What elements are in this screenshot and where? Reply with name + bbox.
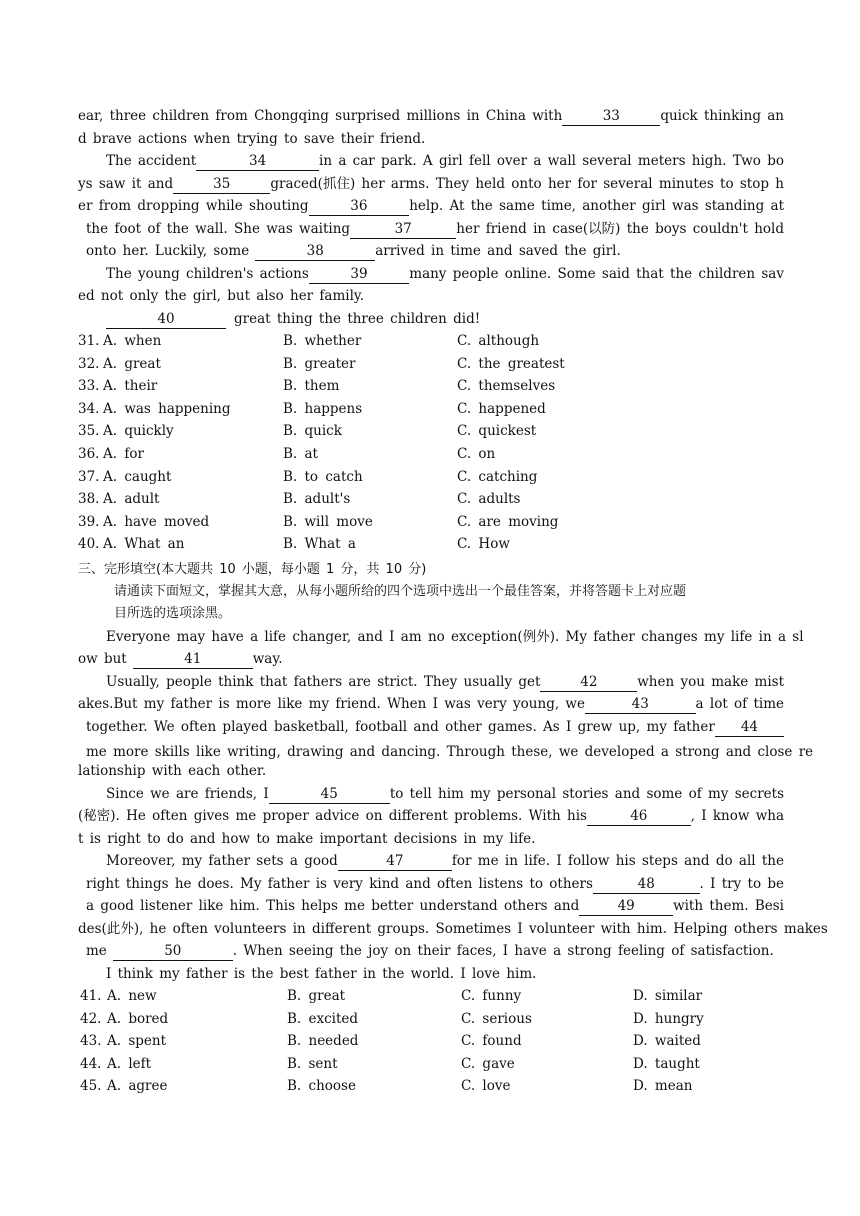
text: quick thinking an — [660, 108, 784, 124]
answer-option: A. quickly — [103, 423, 174, 440]
text: with them. Besi — [673, 898, 784, 914]
instruction-text: 目所选的选项涂黑。 — [114, 606, 232, 621]
answer-option: B. happens — [283, 400, 363, 417]
passage-line — [106, 308, 812, 330]
question-number: 41. — [80, 988, 102, 1004]
instruction-line — [114, 581, 820, 603]
passage-line — [78, 195, 784, 217]
passage-line — [86, 940, 792, 962]
answer-option: B. adult's — [283, 491, 351, 508]
instruction-text: 请通读下面短文，掌握其大意，从每小题所给的四个选项中选出一个最佳答案，并将答题卡上对应题 — [114, 584, 687, 599]
answer-option: B. sent — [287, 1055, 338, 1072]
answer-blank: 37 — [350, 221, 456, 239]
text: her friend in case(以防) the boys couldn't hold — [456, 221, 784, 237]
answer-blank: 36 — [309, 198, 410, 216]
text: help. At the same time, another girl was standing at — [409, 198, 784, 214]
answer-option: B. them — [283, 378, 340, 395]
question-number: 37. — [78, 468, 100, 485]
question-number: 35. — [78, 423, 100, 440]
answer-blank: 48 — [593, 876, 700, 894]
passage-line — [86, 218, 784, 240]
passage-line — [106, 963, 812, 985]
passage-line — [86, 873, 784, 895]
answer-blank: 39 — [309, 266, 410, 284]
answer-blank: 34 — [196, 153, 319, 171]
passage-line — [86, 716, 784, 738]
passage-line — [78, 918, 828, 940]
answer-blank: 35 — [173, 176, 270, 194]
answer-option: B. to catch — [283, 468, 363, 485]
text: ys saw it and — [78, 176, 174, 192]
question-number: 34. — [78, 400, 100, 417]
answer-blank: 40 — [106, 311, 226, 329]
answer-option: D. hungry — [633, 1010, 704, 1027]
answer-option: A. adult — [103, 491, 160, 508]
answer-option: C. quickest — [457, 423, 537, 440]
answer-blank: 46 — [587, 808, 691, 826]
passage-line — [106, 850, 784, 872]
answer-option: B. great — [287, 988, 346, 1004]
passage-line — [106, 263, 784, 285]
text: er from dropping while shouting — [78, 198, 309, 214]
text: right things he does. My father is very kind and often listens to others — [86, 876, 593, 892]
passage-line — [78, 648, 784, 670]
text: arrived in time and saved the girl. — [375, 243, 621, 259]
passage-line — [106, 626, 804, 648]
question-number: 39. — [78, 513, 100, 530]
answer-option: A. was happening — [103, 400, 231, 417]
answer-option: B. at — [283, 446, 318, 462]
answer-option: A. What an — [103, 536, 185, 553]
answer-blank: 33 — [562, 108, 660, 126]
text: . When seeing the joy on their faces, I have a strong feeling of satisfaction. — [232, 943, 774, 959]
question-number: 32. — [78, 355, 100, 372]
answer-option: D. similar — [633, 988, 703, 1004]
text: Everyone may have a life changer, and I am no exception(例外). My father changes my life in a sl — [106, 629, 804, 645]
answer-option: D. waited — [633, 1033, 701, 1050]
text: for me in life. I follow his steps and do all the — [451, 853, 784, 869]
answer-option: A. for — [103, 446, 144, 462]
text: great thing the three children did! — [234, 311, 481, 327]
answer-blank: 50 — [113, 943, 233, 961]
text: a good listener like him. This helps me better understand others and — [86, 898, 580, 914]
text: in a car park. A girl fell over a wall several meters high. Two bo — [319, 153, 784, 169]
text: together. We often played basketball, football and other games. As I grew up, my father — [86, 719, 715, 735]
answer-option: C. gave — [461, 1055, 515, 1072]
answer-blank: 47 — [338, 853, 452, 871]
answer-blank: 43 — [585, 696, 696, 714]
answer-option: C. serious — [461, 1010, 532, 1027]
answer-option: C. happened — [457, 400, 546, 417]
question-number: 44. — [80, 1055, 102, 1072]
text: (秘密). He often gives me proper advice on different problems. With his — [78, 808, 587, 824]
question-number: 33. — [78, 378, 100, 395]
answer-option: B. What a — [283, 536, 356, 553]
answer-blank: 44 — [715, 719, 784, 737]
answer-option: A. bored — [107, 1010, 169, 1027]
answer-option: A. their — [103, 378, 158, 395]
text: , I know wha — [690, 808, 784, 824]
answer-option: C. although — [457, 333, 540, 349]
question-number: 36. — [78, 446, 100, 462]
passage-line — [106, 671, 784, 693]
answer-option: A. spent — [107, 1033, 167, 1050]
passage-line — [86, 240, 792, 262]
text: the foot of the wall. She was waiting — [86, 221, 351, 237]
answer-option: B. excited — [287, 1010, 359, 1027]
answer-option: A. new — [107, 988, 157, 1004]
text: a lot of time — [695, 696, 784, 712]
section-title: 三、完形填空(本大题共 10 小题，每小题 1 分，共 10 分) — [78, 562, 427, 577]
answer-option: C. are moving — [457, 513, 559, 530]
answer-option: B. choose — [287, 1078, 356, 1095]
answer-option: A. left — [107, 1055, 152, 1072]
answer-option: B. will move — [283, 513, 373, 530]
question-number: 45. — [80, 1078, 102, 1095]
passage-line — [86, 895, 784, 917]
text: onto her. Luckily, some — [86, 243, 250, 259]
passage-line — [78, 105, 784, 127]
answer-blank: 41 — [133, 651, 253, 669]
question-number: 40. — [78, 536, 100, 553]
answer-option: C. adults — [457, 491, 521, 508]
answer-option: C. catching — [457, 468, 538, 485]
answer-blank: 45 — [269, 786, 390, 804]
answer-option: A. have moved — [103, 513, 210, 530]
passage-line — [78, 738, 814, 760]
text: to tell him my personal stories and some of my secrets — [389, 786, 784, 802]
passage-line — [78, 805, 784, 827]
text: des(此外), he often volunteers in different groups. Sometimes I volunteer with him. Helping others makes — [78, 921, 828, 937]
answer-blank: 49 — [579, 898, 673, 916]
answer-option: A. great — [103, 355, 161, 372]
text: . I try to be — [699, 876, 784, 892]
text: Usually, people think that fathers are strict. They usually get — [106, 674, 541, 690]
answer-option: C. How — [457, 536, 510, 553]
text: lationship with each other. — [78, 763, 267, 779]
passage-line — [78, 128, 784, 150]
answer-option: B. quick — [283, 423, 342, 440]
text: t is right to do and how to make important decisions in my life. — [78, 831, 536, 847]
answer-option: B. whether — [283, 333, 362, 349]
text: when you make mist — [637, 674, 784, 690]
passage-line — [78, 760, 784, 782]
instruction-line — [114, 603, 820, 625]
text: d brave actions when trying to save their friend. — [78, 131, 426, 147]
text: me more skills like writing, drawing and dancing. Through these, we developed a strong and close re — [86, 744, 814, 760]
question-number: 38. — [78, 491, 100, 508]
answer-option: B. greater — [283, 355, 356, 372]
question-number: 31. — [78, 333, 100, 349]
text: graced(抓住) her arms. They held onto her for several minutes to stop h — [270, 176, 784, 192]
passage-line — [78, 693, 784, 715]
answer-option: A. when — [103, 333, 162, 349]
text: Moreover, my father sets a good — [106, 853, 338, 869]
answer-option: A. caught — [103, 468, 172, 485]
text: me — [86, 943, 107, 959]
answer-option: C. on — [457, 446, 496, 462]
text: The young children's actions — [106, 266, 309, 282]
answer-option: C. funny — [461, 988, 522, 1004]
text: Since we are friends, I — [106, 786, 269, 802]
text: ed not only the girl, but also her family. — [78, 288, 365, 304]
passage-line — [78, 828, 784, 850]
question-number: 42. — [80, 1010, 102, 1027]
answer-option: C. the greatest — [457, 355, 565, 372]
text: akes.But my father is more like my friend. When I was very young, we — [78, 696, 585, 712]
passage-line — [106, 783, 784, 805]
passage-line — [78, 285, 784, 307]
text: way. — [252, 651, 283, 667]
answer-option: C. themselves — [457, 378, 556, 395]
answer-option: B. needed — [287, 1033, 359, 1050]
text: ow but — [78, 651, 127, 667]
answer-option: C. found — [461, 1033, 522, 1050]
section-heading — [78, 559, 784, 581]
answer-option: D. mean — [633, 1078, 693, 1095]
answer-option: C. love — [461, 1078, 511, 1095]
text: The accident — [106, 153, 197, 169]
passage-line — [78, 173, 784, 195]
answer-blank: 38 — [255, 243, 375, 261]
text: ear, three children from Chongqing surprised millions in China with — [78, 108, 563, 124]
passage-line — [106, 150, 784, 172]
text: I think my father is the best father in the world. I love him. — [106, 966, 537, 982]
text: many people online. Some said that the children sav — [409, 266, 784, 282]
answer-option: A. agree — [107, 1078, 168, 1095]
question-number: 43. — [80, 1033, 102, 1050]
answer-option: D. taught — [633, 1055, 700, 1072]
answer-blank: 42 — [540, 674, 637, 692]
